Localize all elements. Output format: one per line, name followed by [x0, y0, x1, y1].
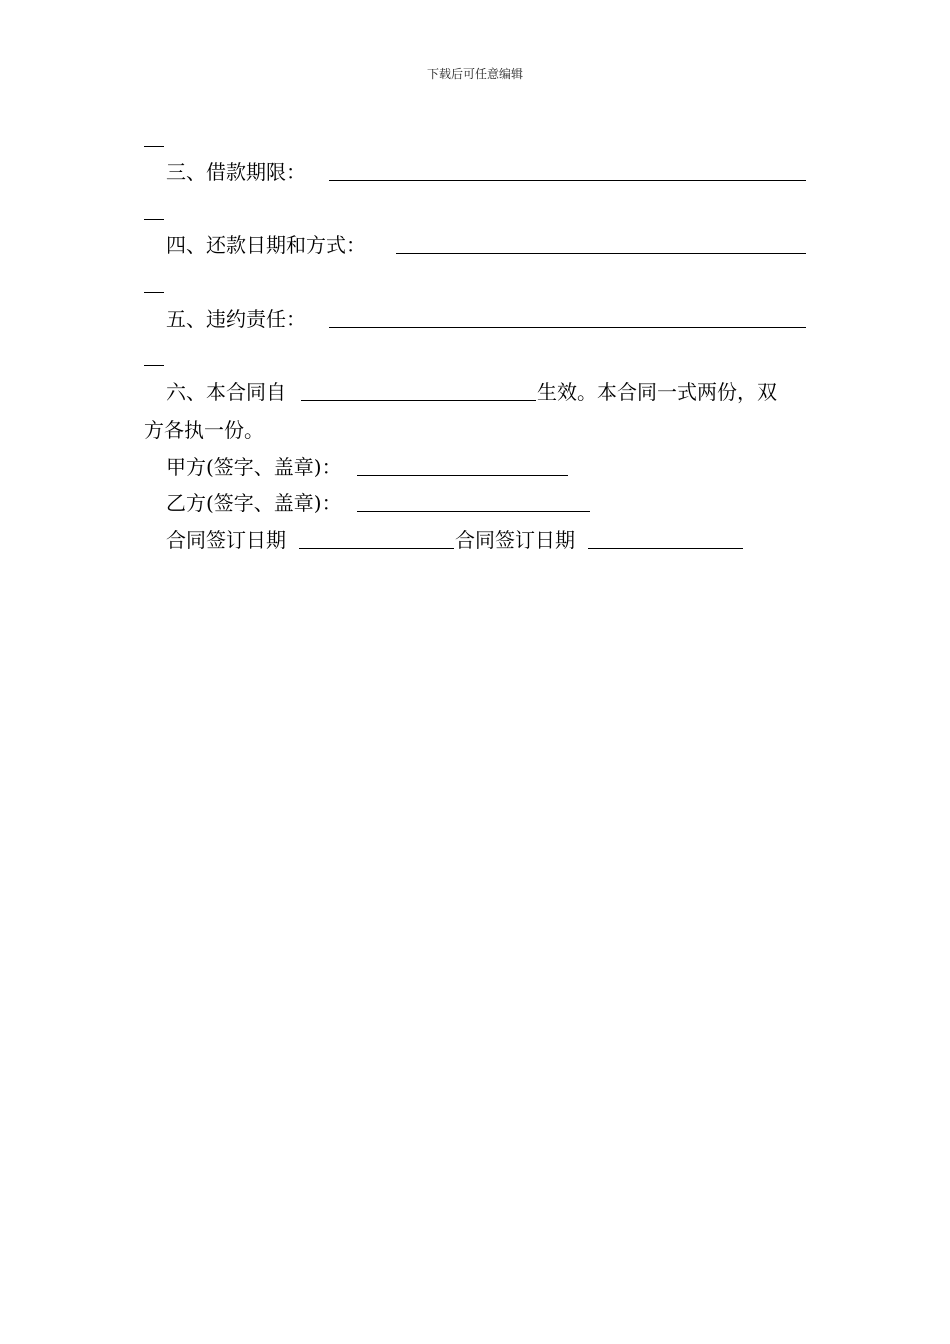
- repayment-blank[interactable]: [396, 253, 806, 254]
- sign-date-blank-2[interactable]: [588, 548, 743, 549]
- term-blank[interactable]: [329, 180, 806, 181]
- clause-breach-label: 五、违约责任：: [166, 307, 306, 331]
- clause-effective-suffix: [537, 378, 777, 406]
- continuation-line: [144, 146, 164, 147]
- term-blank-continuation: [144, 219, 164, 220]
- clause-breach: [166, 305, 306, 333]
- sign-date-1: [166, 526, 286, 554]
- clause-effective-line2: [144, 416, 264, 444]
- party-b-blank[interactable]: [357, 511, 590, 512]
- page-header: 下载后可任意编辑: [426, 67, 523, 81]
- party-a-signature: [166, 453, 342, 481]
- sign-date-2: [455, 526, 575, 554]
- party-a-label: 甲方(签字、盖章)：: [166, 455, 342, 479]
- party-a-blank[interactable]: [357, 475, 568, 476]
- sign-date-label-2: 合同签订日期: [455, 528, 575, 552]
- repayment-blank-continuation: [144, 292, 164, 293]
- clause-effective-prefix-text: 六、本合同自: [166, 380, 286, 404]
- sign-date-label-1: 合同签订日期: [166, 528, 286, 552]
- clause-effective-line2-text: 方各执一份。: [144, 418, 264, 442]
- party-b-signature: [166, 489, 342, 517]
- party-b-label: 乙方(签字、盖章)：: [166, 491, 342, 515]
- clause-term: [166, 158, 306, 186]
- sign-date-blank-1[interactable]: [299, 548, 454, 549]
- breach-blank[interactable]: [329, 327, 806, 328]
- breach-blank-continuation: [144, 365, 164, 366]
- clause-term-label: 三、借款期限：: [166, 160, 306, 184]
- clause-repayment-label: 四、还款日期和方式：: [166, 233, 366, 257]
- effective-date-blank[interactable]: [301, 400, 536, 401]
- clause-repayment: [166, 231, 366, 259]
- clause-effective-suffix-text: 生效。本合同一式两份，双: [537, 380, 777, 404]
- clause-effective-prefix: [166, 378, 286, 406]
